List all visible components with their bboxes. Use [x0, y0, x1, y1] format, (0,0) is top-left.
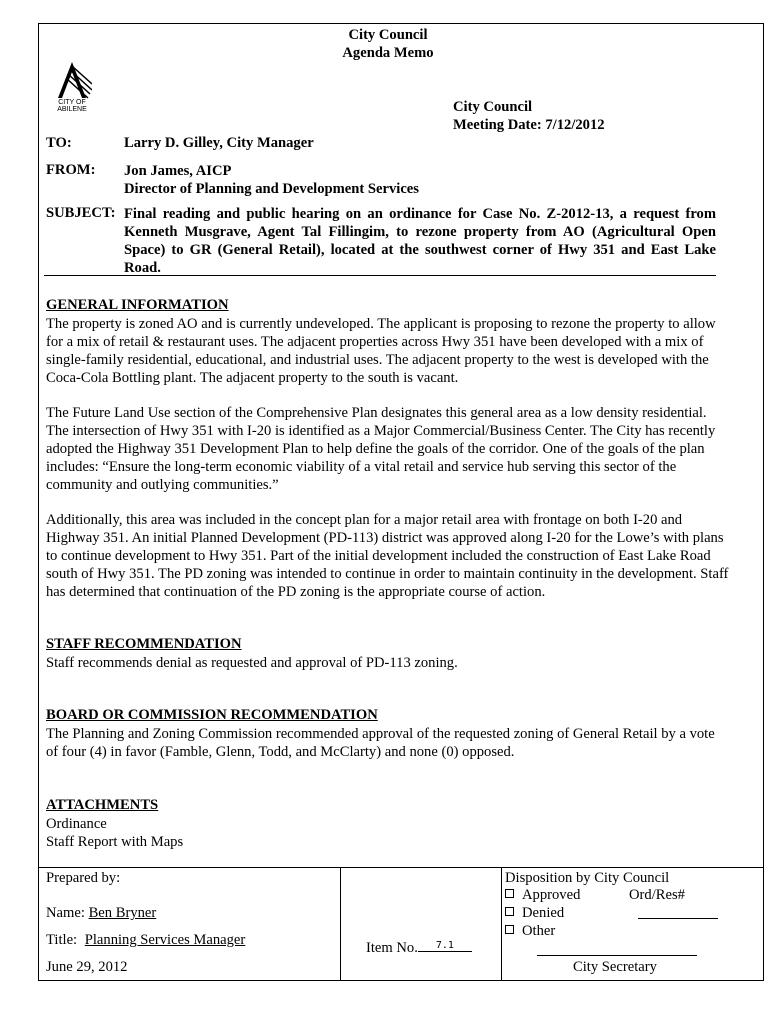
board-recommendation-heading: BOARD OR COMMISSION RECOMMENDATION [46, 707, 378, 723]
denied-label: Denied [522, 905, 565, 921]
prepared-title [46, 932, 245, 949]
logo-text [54, 99, 90, 113]
footer-divider-1 [340, 867, 341, 981]
approved-label: Approved [522, 887, 581, 903]
from-title: Director of Planning and Development Services [124, 181, 419, 197]
name-value: Ben Bryner [88, 905, 157, 921]
meeting-label: City Council [453, 99, 533, 115]
option-other[interactable] [505, 923, 555, 940]
item-value[interactable]: 7.1 [418, 940, 472, 952]
from-value [124, 162, 419, 198]
option-denied[interactable] [505, 905, 564, 922]
city-secretary-label: City Secretary [573, 959, 657, 975]
header-divider [44, 275, 716, 276]
from-name: Jon James, AICP [124, 163, 232, 179]
prepared-date: June 29, 2012 [46, 959, 128, 975]
to-value: Larry D. Gilley, City Manager [124, 135, 314, 151]
ordres-label: Ord/Res# [629, 887, 685, 903]
general-information-p1: The property is zoned AO and is currently undeveloped. The applicant is proposing to rezone the property to allow for a mix of retail & restaurant uses. The adjacent properties across Hwy 351 have been developed with a mix of single-family residential, educational, and industrial uses. The adjacent property to the west is developed with the Coca-Cola Bottling plant. The adjacent property to the south is vacant. [46, 316, 716, 386]
to-label: TO: [46, 135, 72, 151]
general-information-p2: The Future Land Use section of the Comprehensive Plan designates this general area as a low density residential. The intersection of Hwy 351 with I-20 is identified as a Major Commercial/Business Center. The City has recently adopted the Highway 351 Development Plan to help define the goals of the corridor. One of the goals of the plan includes: “Ensure the long-term economic viability of a vital retail and service hub serving this sector of the community and outlying communities.” [46, 405, 716, 493]
title-label: Title: [46, 932, 78, 948]
general-information-heading: GENERAL INFORMATION [46, 297, 229, 313]
staff-recommendation-text: Staff recommends denial as requested and approval of PD-113 zoning. [46, 655, 458, 671]
ordres-field[interactable] [638, 903, 718, 919]
city-secretary-signature-line[interactable] [537, 940, 697, 956]
subject-value: Final reading and public hearing on an ordinance for Case No. Z-2012-13, a request from Kenneth Musgrave, Agent Tal Fillingim, to rezone property from AO (Agricultural Open Space) to GR (General Retail), located at the southwest corner of Hwy 351 and East Lake Road. [124, 206, 716, 276]
subject-label: SUBJECT: [46, 205, 116, 221]
footer-divider-2 [501, 867, 502, 981]
name-label: Name: [46, 905, 85, 921]
memo-title [38, 26, 738, 62]
logo-text-line-2: ABILENE [57, 106, 87, 113]
meeting-date: Meeting Date: 7/12/2012 [453, 117, 605, 133]
approved-checkbox-icon[interactable] [505, 889, 514, 898]
denied-checkbox-icon[interactable] [505, 907, 514, 916]
attachments-heading: ATTACHMENTS [46, 797, 159, 813]
option-approved[interactable] [505, 887, 580, 904]
other-checkbox-icon[interactable] [505, 925, 514, 934]
attachments-list [46, 815, 730, 851]
staff-recommendation-heading: STAFF RECOMMENDATION [46, 636, 242, 652]
other-label: Other [522, 923, 556, 939]
prepared-by-label: Prepared by: [46, 870, 121, 886]
title-line-1: City Council [348, 27, 428, 43]
disposition-heading: Disposition by City Council [505, 870, 670, 886]
board-recommendation-text: The Planning and Zoning Commission recommended approval of the requested zoning of General Retail by a vote of four (4) in favor (Famble, Glenn, Todd, and McClarty) and none (0) opposed. [46, 726, 715, 760]
from-label: FROM: [46, 162, 96, 178]
attachment-staff-report[interactable]: Staff Report with Maps [46, 834, 184, 850]
title-value: Planning Services Manager [84, 932, 246, 948]
general-information-p3: Additionally, this area was included in the concept plan for a major retail area with frontage on both I-20 and Highway 351. An initial Planned Development (PD-113) district was approved along I-20 for the Lowe’s with plans to continue development to Hwy 351. Part of the initial development included the construction of East Lake Road south of Hwy 351. The PD zoning was intended to continue in order to maintain continuity in the development. Staff has determined that continuation of the PD zoning is the appropriate course of action. [46, 512, 729, 600]
attachment-ordinance[interactable]: Ordinance [46, 816, 107, 832]
logo-text-line-1: CITY OF [58, 99, 86, 106]
item-label: Item No. [366, 940, 418, 956]
title-line-2: Agenda Memo [342, 45, 434, 61]
meeting-info [453, 98, 605, 134]
item-number [366, 940, 472, 957]
prepared-name [46, 905, 156, 922]
